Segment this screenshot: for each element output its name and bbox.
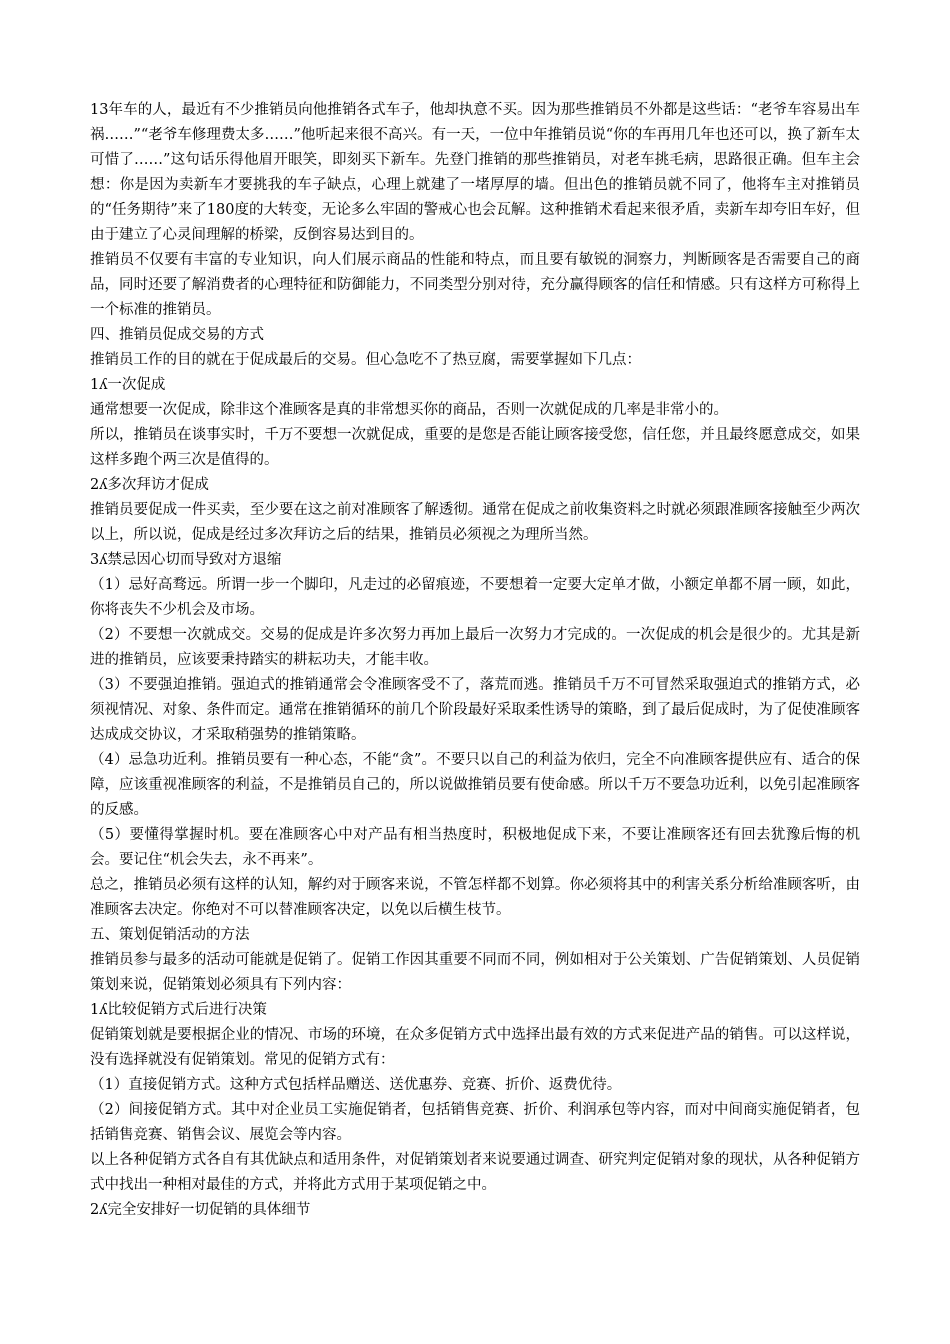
section-heading-4: 四、推销员促成交易的方式 — [90, 327, 264, 343]
paragraph-4-3-4: （4）忌急功近利。推销员要有一种心态，不能“贪”。不要只以自己的利益为依归，完全不向准顾客提供应有、适合的保障，应该重视准顾客的利益，不是推销员自己的，所以说做推销员要有使命感。所以千万不要急功近利，以免引起准顾客的反感。 — [90, 752, 860, 818]
paragraph-4-3-1: （1）忌好高骛远。所谓一步一个脚印，凡走过的必留痕迹，不要想着一定要大定单才做，小额定单都不屑一顾，如此，你将丧失不少机会及市场。 — [90, 577, 860, 618]
paragraph-4-summary: 总之，推销员必须有这样的认知，解约对于顾客来说，不管怎样都不划算。你必须将其中的利害关系分析给准顾客听，由准顾客去决定。你绝对不可以替准顾客决定，以免以后横生枝节。 — [90, 877, 860, 918]
section-heading-5: 五、策划促销活动的方法 — [90, 927, 250, 943]
paragraph-section-5-intro: 推销员参与最多的活动可能就是促销了。促销工作因其重要不同而不同，例如相对于公关策划、广告促销策划、人员促销策划来说，促销策划必须具有下列内容： — [90, 952, 860, 993]
document-body — [90, 98, 860, 1223]
paragraph-salesman-qualities: 推销员不仅要有丰富的专业知识，向人们展示商品的性能和特点，而且要有敏锐的洞察力，判断顾客是否需要自己的商品，同时还要了解消费者的心理特征和防御能力，不同类型分别对待，充分赢得顾客的信任和情感。只有这样方可称得上一个标准的推销员。 — [90, 252, 860, 318]
subheading-4-1: 1ʎ一次促成 — [90, 377, 166, 393]
paragraph-4-2: 推销员要促成一件买卖，至少要在这之前对准顾客了解透彻。通常在促成之前收集资料之时就必须跟准顾客接触至少两次以上，所以说，促成是经过多次拜访之后的结果，推销员必须视之为理所当然。 — [90, 502, 860, 543]
paragraph-4-1-b: 所以，推销员在谈事实时，千万不要想一次就促成，重要的是您是否能让顾客接受您，信任您，并且最终愿意成交，如果这样多跑个两三次是值得的。 — [90, 427, 860, 468]
paragraph-5-1-1: （1）直接促销方式。这种方式包括样品赠送、送优惠券、竞赛、折价、返费优待。 — [90, 1077, 622, 1093]
paragraph-section-4-intro: 推销员工作的目的就在于促成最后的交易。但心急吃不了热豆腐，需要掌握如下几点： — [90, 352, 641, 368]
paragraph-4-3-5: （5）要懂得掌握时机。要在准顾客心中对产品有相当热度时，积极地促成下来，不要让准顾客还有回去犹豫后悔的机会。要记住“机会失去，永不再来”。 — [90, 827, 860, 868]
subheading-5-1: 1ʎ比较促销方式后进行决策 — [90, 1002, 267, 1018]
paragraph-5-1-summary: 以上各种促销方式各自有其优缺点和适用条件，对促销策划者来说要通过调查、研究判定促销对象的现状，从各种促销方式中找出一种相对最佳的方式，并将此方式用于某项促销之中。 — [90, 1152, 860, 1193]
paragraph-car-story: 13年车的人，最近有不少推销员向他推销各式车子，他却执意不买。因为那些推销员不外都是这些话：“老爷车容易出车祸……”“老爷车修理费太多……”他听起来很不高兴。有一天，一位中年推销员说“你的车再用几年也还可以，换了新车太可惜了……”这句话乐得他眉开眼笑，即刻买下新车。先登门推销的那些推销员，对老车挑毛病，思路很正确。但车主会想：你是因为卖新车才要挑我的车子缺点，心理上就建了一堵厚厚的墙。但出色的推销员就不同了，他将车主对推销员的“任务期待”来了180度的大转变，无论多么牢固的警戒心也会瓦解。这种推销术看起来很矛盾，卖新车却夸旧车好，但由于建立了心灵间理解的桥梁，反倒容易达到目的。 — [90, 102, 860, 243]
paragraph-5-1: 促销策划就是要根据企业的情况、市场的环境，在众多促销方式中选择出最有效的方式来促进产品的销售。可以这样说，没有选择就没有促销策划。常见的促销方式有： — [90, 1027, 860, 1068]
paragraph-4-1-a: 通常想要一次促成，除非这个准顾客是真的非常想买你的商品，否则一次就促成的几率是非常小的。 — [90, 402, 728, 418]
subheading-4-2: 2ʎ多次拜访才促成 — [90, 477, 209, 493]
subheading-5-2: 2ʎ完全安排好一切促销的具体细节 — [90, 1202, 311, 1218]
paragraph-4-3-3: （3）不要强迫推销。强迫式的推销通常会令准顾客受不了，落荒而逃。推销员千万不可冒然采取强迫式的推销方式，必须视情况、对象、条件而定。通常在推销循环的前几个阶段最好采取柔性诱导的策略，到了最后促成时，为了促使准顾客达成成交协议，才采取稍强势的推销策略。 — [90, 677, 860, 743]
subheading-4-3: 3ʎ禁忌因心切而导致对方退缩 — [90, 552, 282, 568]
paragraph-4-3-2: （2）不要想一次就成交。交易的促成是许多次努力再加上最后一次努力才完成的。一次促成的机会是很少的。尤其是新进的推销员，应该要秉持踏实的耕耘功夫，才能丰收。 — [90, 627, 860, 668]
paragraph-5-1-2: （2）间接促销方式。其中对企业员工实施促销者，包括销售竞赛、折价、利润承包等内容，而对中间商实施促销者，包括销售竞赛、销售会议、展览会等内容。 — [90, 1102, 860, 1143]
